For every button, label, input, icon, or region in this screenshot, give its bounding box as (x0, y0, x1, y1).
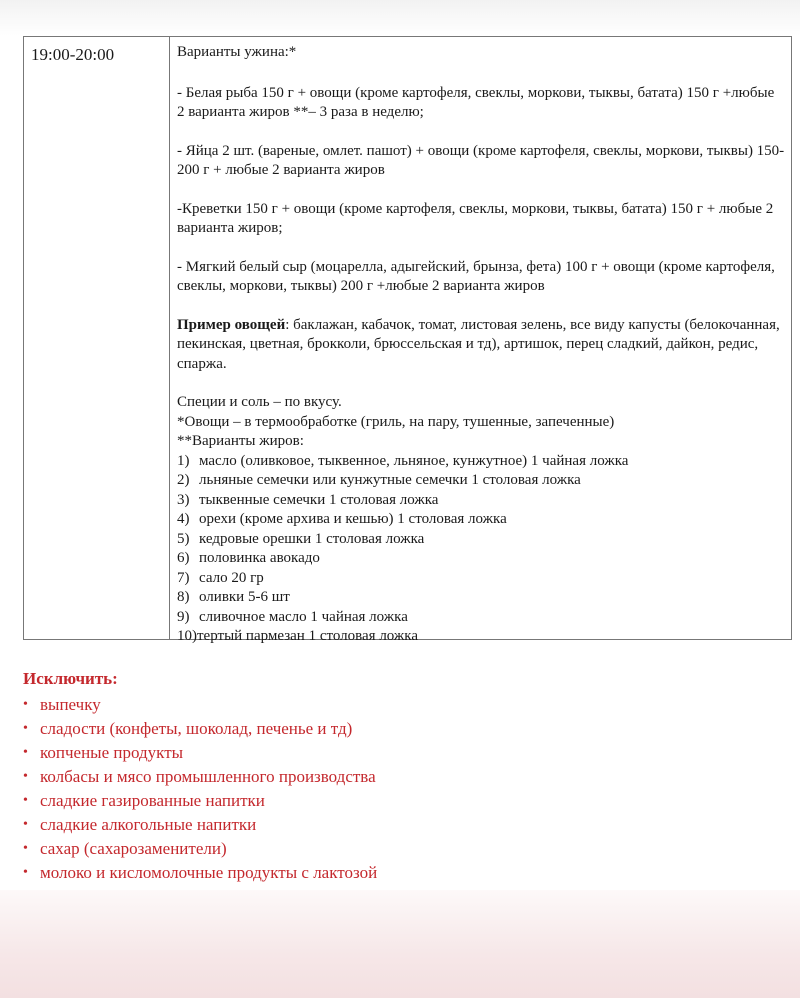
bullet-icon: • (23, 721, 28, 736)
bullet-icon: • (23, 697, 28, 712)
bullet-icon: • (23, 865, 28, 880)
list-item: 8) оливки 5-6 шт (177, 589, 290, 605)
list-item: 7) сало 20 гр (177, 569, 264, 586)
bullet-icon: • (23, 793, 28, 808)
dinner-table (23, 36, 792, 644)
vegetable-text: : баклажан, кабачок, томат, листовая зелень, все виду капусты (белокочанная, пекинская, цветная, брокколи, брюссельская и тд), артишок, перец сладкий, дайкон, редис, спаржа. (177, 316, 780, 372)
fat-options-list (177, 452, 785, 647)
note-spices: Специи и соль – по вкусу. (177, 394, 342, 410)
dinner-heading: Варианты ужина:* (177, 44, 297, 60)
list-item: 4) орехи (кроме архива и кешью) 1 столовая ложка (177, 511, 507, 527)
list-item: • сахар (сахарозаменители) (23, 837, 763, 861)
list-item: • выпечку (23, 693, 763, 717)
list-item: 1) масло (оливковое, тыквенное, льняное, кунжутное) 1 чайная ложка (177, 452, 629, 469)
list-item: • сладкие газированные напитки (23, 789, 763, 813)
list-item: • сладкие алкогольные напитки (23, 813, 763, 837)
list-item: • копченые продукты (23, 741, 763, 765)
exclude-section (23, 668, 763, 885)
menu-cell (170, 37, 791, 644)
list-item: 5) кедровые орешки 1 столовая ложка (177, 530, 425, 547)
bullet-icon: • (23, 817, 28, 832)
vegetable-examples (177, 316, 785, 375)
time-cell: 19:00-20:00 (24, 37, 170, 639)
list-item: 2) льняные семечки или кунжутные семечки 1 столовая ложка (177, 472, 581, 488)
list-item: • колбасы и мясо промышленного производства (23, 765, 763, 789)
bullet-icon: • (23, 745, 28, 760)
list-item: 9) сливочное масло 1 чайная ложка (177, 608, 408, 625)
option-cheese: - Мягкий белый сыр (моцарелла, адыгейский, брынза, фета) 100 г + овощи (кроме картофеля, свеклы, моркови, тыквы) 200 г +любые 2 варианта жиров (177, 258, 775, 294)
option-eggs: - Яйца 2 шт. (вареные, омлет. пашот) + овощи (кроме картофеля, свеклы, моркови, тыквы) 150-200 г + любые 2 варианта жиров (177, 142, 785, 178)
list-item: 6) половинка авокадо (177, 550, 320, 566)
list-item: 3) тыквенные семечки 1 столовая ложка (177, 491, 439, 508)
bottom-background (0, 890, 800, 998)
vegetable-label: Пример овощей (177, 316, 286, 333)
option-fish: - Белая рыба 150 г + овощи (кроме картофеля, свеклы, моркови, тыквы, батата) 150 г +любые 2 варианта жиров **– 3 раза в неделю; (177, 84, 775, 120)
note-fats-heading: **Варианты жиров: (177, 433, 304, 449)
exclude-list (23, 693, 763, 885)
exclude-title: Исключить: (23, 669, 118, 688)
bullet-icon: • (23, 841, 28, 856)
list-item: 10) тертый пармезан 1 столовая ложка (177, 628, 419, 644)
bullet-icon: • (23, 769, 28, 784)
list-item: • молоко и кисломолочные продукты с лактозой (23, 861, 763, 885)
list-item: • сладости (конфеты, шоколад, печенье и тд) (23, 717, 763, 741)
top-shadow (0, 0, 800, 36)
note-vegetables: *Овощи – в термообработке (гриль, на пару, тушенные, запеченные) (177, 413, 615, 430)
option-shrimp: -Креветки 150 г + овощи (кроме картофеля, свеклы, моркови, тыквы, батата) 150 г + любые 2 варианта жиров; (177, 200, 774, 236)
